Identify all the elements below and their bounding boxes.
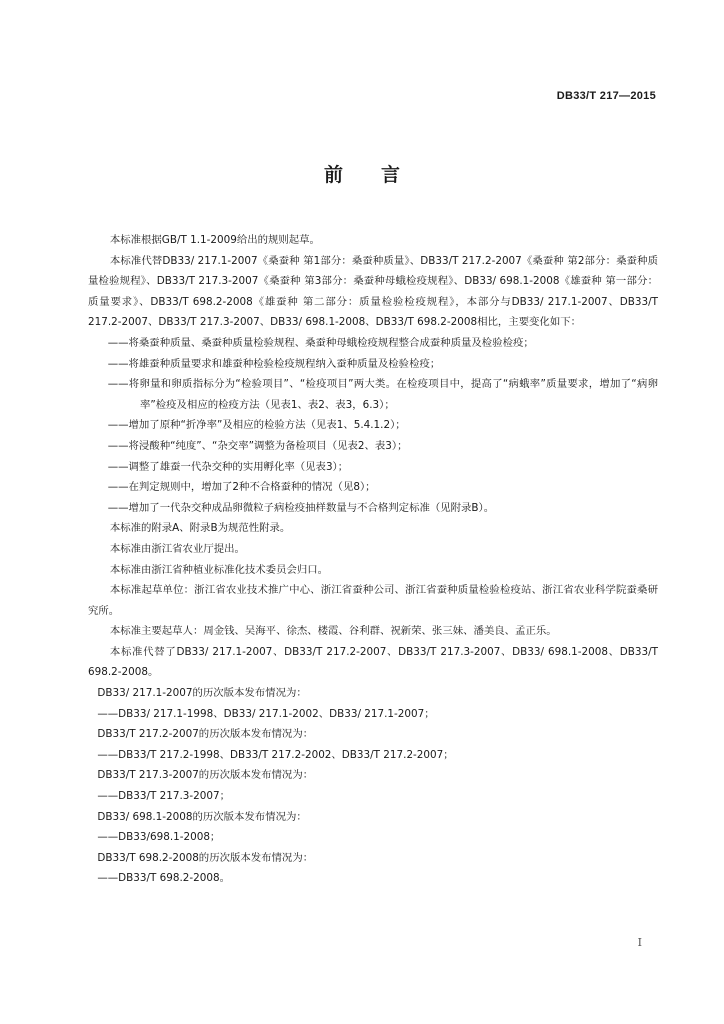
paragraph-replaced-standards: 本标准代替了DB33/ 217.1-2007、DB33/T 217.2-2007、DB33/T 217.3-2007、DB33/ 698.1-2008、DB33/T 698.2-2008。 (88, 645, 658, 679)
history-item: ——DB33/T 698.2-2008。 (97, 872, 230, 885)
paragraph-committee: 本标准由浙江省种植业标准化技术委员会归口。 (109, 563, 329, 576)
history-item: ——DB33/T 217.2-1998、DB33/T 217.2-2002、DB33/T 217.2-2007； (97, 748, 454, 761)
paragraph-drafters: 本标准主要起草人：周金钱、吴海平、徐杰、楼霞、谷利群、祝新荣、张三妹、潘美良、孟正乐。 (109, 625, 557, 638)
change-item: ——增加了一代杂交种成品卵微粒子病检疫抽样数量与不合格判定标准（见附录B）。 (107, 501, 495, 514)
history-heading: DB33/ 217.1-2007的历次版本发布情况为： (97, 687, 307, 700)
paragraph-appendix: 本标准的附录A、附录B为规范性附录。 (109, 522, 291, 535)
foreword-body (88, 230, 658, 889)
history-heading: DB33/ 698.1-2008的历次版本发布情况为： (97, 810, 307, 823)
title-char-2: 言 (381, 164, 401, 186)
history-item: ——DB33/698.1-2008； (97, 831, 221, 844)
change-item: ——增加了原种“折净率”及相应的检验方法（见表1、5.4.1.2）； (107, 419, 406, 432)
document-code: DB33/T 217—2015 (556, 90, 656, 102)
paragraph-drafting-units: 本标准起草单位：浙江省农业技术推广中心、浙江省蚕种公司、浙江省蚕种质量检验检疫站、浙江省农业科学院蚕桑研究所。 (88, 584, 658, 617)
page-number: I (637, 936, 642, 949)
change-item: ——将雄蚕种质量要求和雄蚕种检验检疫规程纳入蚕种质量及检验检疫； (107, 357, 441, 370)
paragraph-drafting-rule: 本标准根据GB/T 1.1-2009给出的规则起草。 (109, 234, 320, 246)
change-item: ——将卵量和卵质指标分为“检验项目”、“检疫项目”两大类。在检疫项目中，提高了“病蛾率”质量要求，增加了“病卵率”检疫及相应的检疫方法（见表1、表2、表3，6.3）； (107, 378, 658, 411)
paragraph-replacement: 本标准代替DB33/ 217.1-2007《桑蚕种 第1部分：桑蚕种质量》、DB33/T 217.2-2007《桑蚕种 第2部分：桑蚕种质量检验规程》、DB33/T 217.3-2007《桑蚕种 第3部分：桑蚕种母蛾检疫规程》、DB33/ 698.1-2008《雄蚕种 第一部分：质量要求》、DB33/T 698.2-2008《雄蚕种 第二部分：质量检验检疫规程》，本部分与DB33/ 217.1-2007、DB33/T 217.2-2007、DB33/T 217.3-2007、DB33/ 698.1-2008、DB33/T 698.2-2008相比，主要变化如下： (88, 254, 658, 329)
history-item: ——DB33/ 217.1-1998、DB33/ 217.1-2002、DB33/ 217.1-2007； (97, 707, 435, 720)
title-char-1: 前 (323, 164, 343, 186)
history-item: ——DB33/T 217.3-2007； (97, 790, 230, 803)
change-item: ——将浸酸种“纯度”、“杂交率”调整为备检项目（见表2、表3）； (107, 439, 408, 452)
history-heading: DB33/T 217.3-2007的历次版本发布情况为： (97, 769, 314, 782)
paragraph-proposer: 本标准由浙江省农业厅提出。 (109, 542, 245, 555)
change-item: ——调整了雄蚕一代杂交种的实用孵化率（见表3）； (107, 460, 349, 473)
change-item: ——将桑蚕种质量、桑蚕种质量检验规程、桑蚕种母蛾检疫规程整合成蚕种质量及检验检疫； (107, 336, 534, 349)
page-title (0, 160, 724, 187)
change-item: ——在判定规则中，增加了2种不合格蚕种的情况（见8）； (107, 481, 376, 494)
history-heading: DB33/T 217.2-2007的历次版本发布情况为： (97, 728, 314, 741)
history-heading: DB33/T 698.2-2008的历次版本发布情况为： (97, 851, 314, 864)
